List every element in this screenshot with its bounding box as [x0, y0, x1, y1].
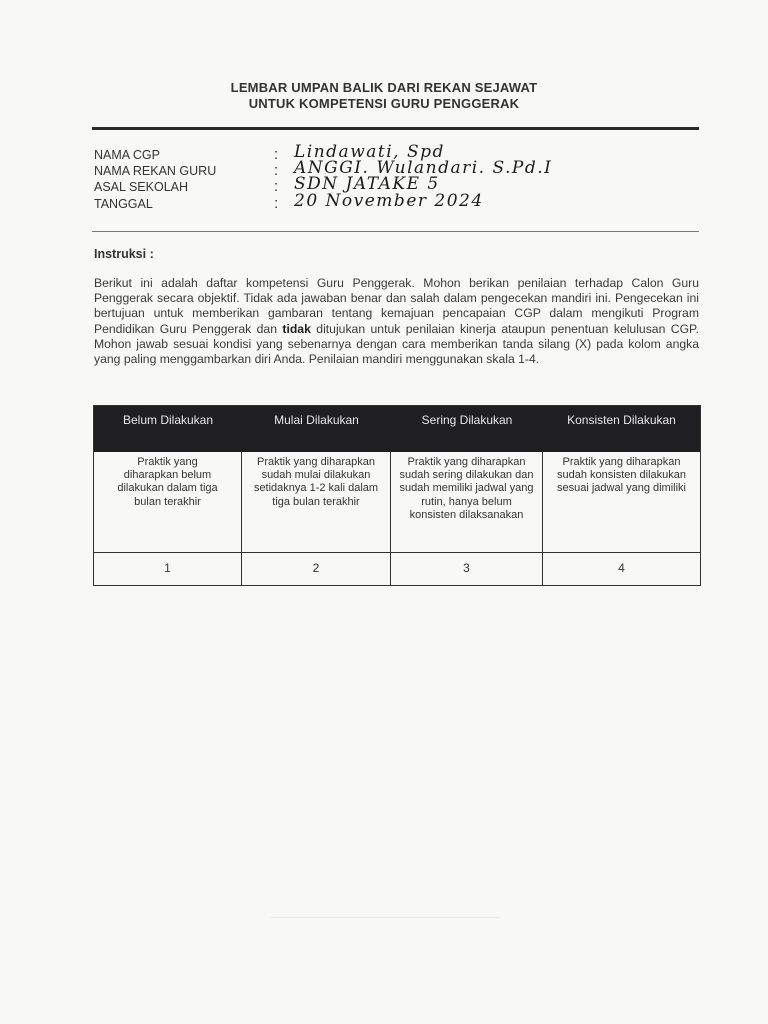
scale-number-3: 3 — [463, 561, 470, 575]
scale-header-konsisten-dilakukan: Konsisten Dilakukan — [567, 413, 676, 427]
info-label: NAMA REKAN GURU — [94, 164, 217, 178]
scale-description-cell — [391, 452, 543, 552]
info-colon: : — [274, 195, 279, 212]
info-value-handwritten: 20 November 2024 — [294, 191, 484, 211]
scale-description-cell — [94, 452, 242, 552]
info-colon: : — [274, 162, 279, 179]
info-colon: : — [274, 178, 279, 195]
scale-description-cell — [242, 452, 391, 552]
scale-description-2: Praktik yang diharapkan sudah mulai dilakukan setidaknya 1-2 kali dalam tiga bulan terakhir — [253, 456, 379, 508]
scale-number-2: 2 — [312, 561, 320, 575]
scale-number-cell[interactable] — [242, 553, 391, 585]
scale-number-cell[interactable] — [543, 553, 700, 585]
info-row-tanggal — [94, 191, 694, 213]
scale-number-cell[interactable] — [391, 553, 543, 585]
scale-number-1: 1 — [164, 561, 171, 575]
header-rule-top — [92, 127, 699, 130]
scale-header-belum-dilakukan: Belum Dilakukan — [122, 413, 214, 427]
info-label: ASAL SEKOLAH — [94, 180, 189, 194]
instructions-text-part2: ditujukan untuk penilaian kinerja ataupun penentuan kelulusan CGP. Mohon jawab sesuai kondisi yang sebenarnya dengan cara memberikan tanda silang (X) pada kolom angka yang paling menggambarkan diri Anda. Penilaian mandiri menggunakan skala 1-4. — [94, 321, 700, 367]
scale-header-mulai-dilakukan: Mulai Dilakukan — [274, 413, 359, 427]
scale-number-4: 4 — [618, 561, 625, 575]
scale-description-1: Praktik yang diharapkan belum dilakukan dalam tiga bulan terakhir — [117, 456, 218, 508]
info-colon: : — [274, 146, 279, 163]
instructions-text-bold: tidak — [282, 321, 311, 336]
scale-description-3: Praktik yang diharapkan sudah sering dilakukan dan sudah memiliki jadwal yang rutin, hanya belum konsisten dilaksanakan — [399, 456, 534, 521]
scale-header-row — [94, 406, 700, 452]
scale-header-sering-dilakukan: Sering Dilakukan — [421, 413, 513, 427]
scale-number-row — [94, 553, 700, 585]
instructions-text — [94, 276, 699, 367]
header-rule-bottom — [92, 231, 699, 232]
scale-number-cell[interactable] — [94, 553, 242, 585]
document-title-line2: UNTUK KOMPETENSI GURU PENGGERAK — [248, 96, 520, 111]
info-value-handwritten: Lindawati, Spd — [294, 142, 445, 162]
info-label: TANGGAL — [94, 197, 153, 211]
scan-artifact-line — [270, 917, 500, 918]
document-title-line1: LEMBAR UMPAN BALIK DARI REKAN SEJAWAT — [230, 80, 538, 95]
scale-description-cell — [543, 452, 700, 552]
info-label: NAMA CGP — [94, 148, 160, 162]
scale-description-4: Praktik yang diharapkan sudah konsisten dilakukan sesuai jadwal yang dimiliki — [556, 456, 687, 495]
scale-table — [93, 405, 701, 586]
instructions-heading: Instruksi : — [94, 247, 154, 261]
scale-description-row — [94, 452, 700, 553]
info-value-handwritten: ANGGI. Wulandari. S.Pd.I — [294, 158, 553, 178]
instructions-text-part1: Berikut ini adalah daftar kompetensi Guru Penggerak. Mohon berikan penilaian terhadap Calon Guru Penggerak secara objektif. Tidak ada jawaban benar dan salah dalam pengecekan mandiri ini. Pengecekan ini bertujuan untuk memberikan gambaran tentang kemajuan pencapaian CGP dalam mengikuti Program Pendidikan Guru Penggerak dan — [94, 276, 699, 336]
info-value-handwritten: SDN JATAKE 5 — [294, 174, 440, 194]
